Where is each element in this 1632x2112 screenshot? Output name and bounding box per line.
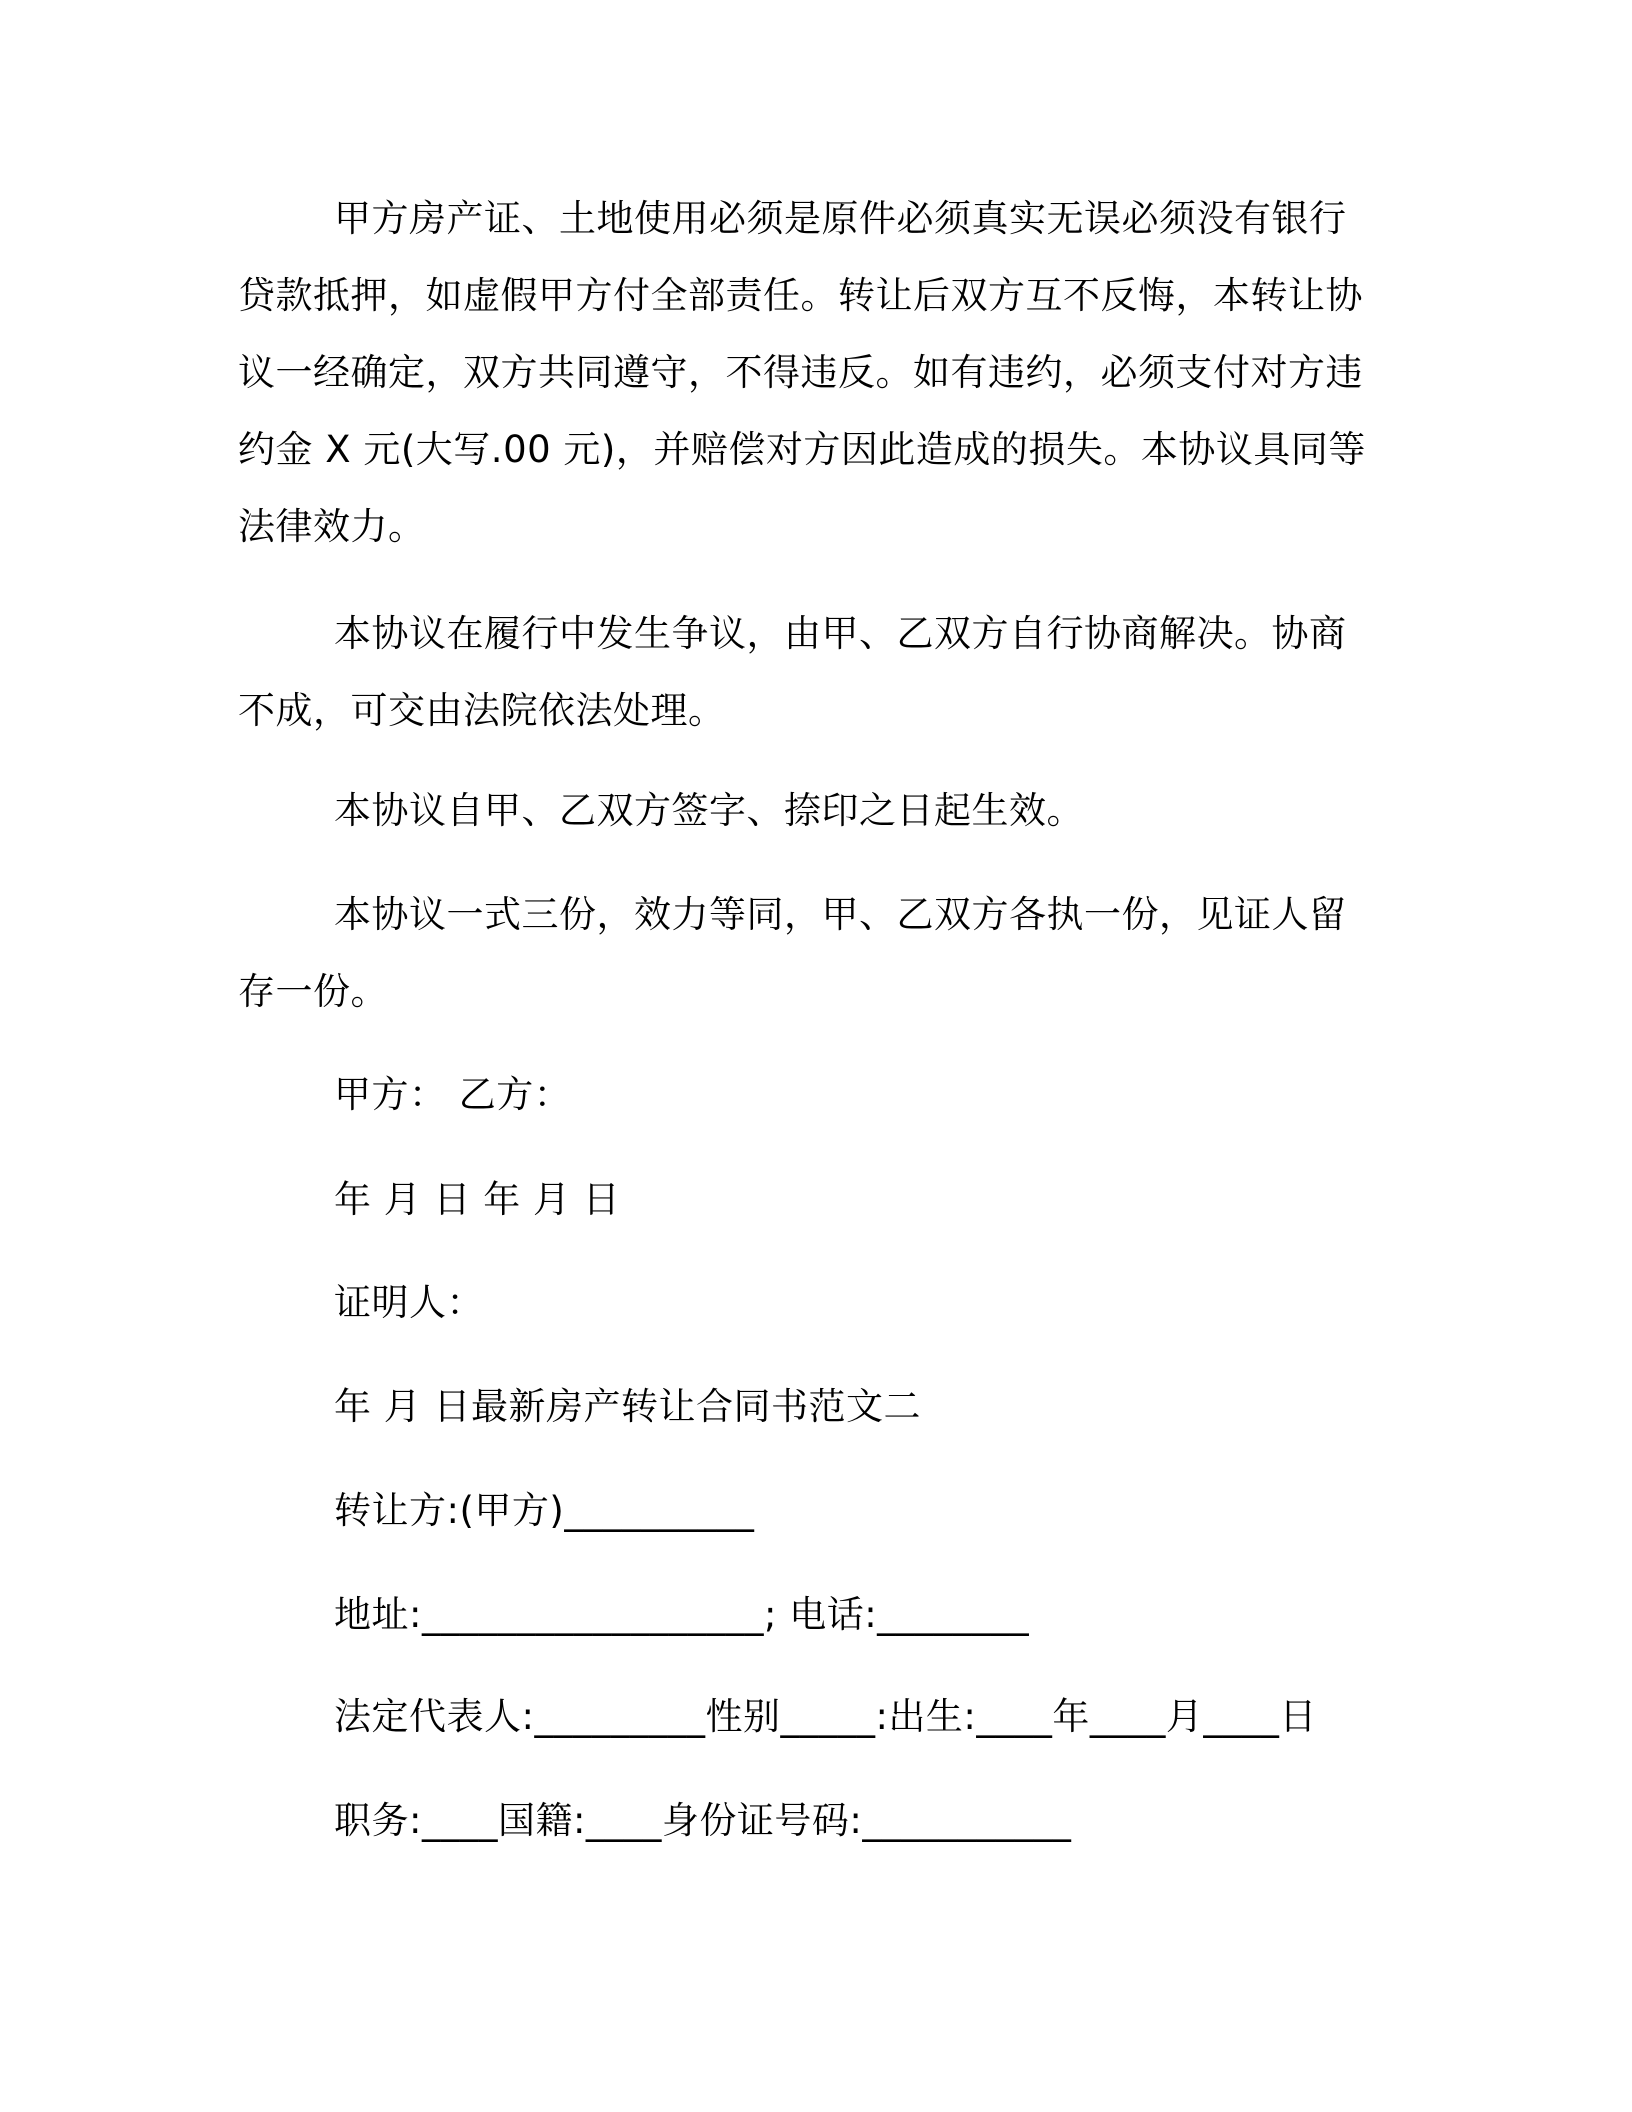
paragraph-title-deed-liability: 甲方房产证、土地使用必须是原件必须真实无误必须没有银行贷款抵押，如虚假甲方付全部责任。转让后双方互不反悔，本转让协议一经确定，双方共同遵守，不得违反。如有违约，必须支付对方违约金 X 元(大写.00 元)，并赔偿对方因此造成的损失。本协议具同等法律效力。 — [238, 197, 1366, 548]
transferor-field: 转让方:(甲方)__________ — [334, 1489, 755, 1532]
paragraph-dispute-resolution: 本协议在履行中发生争议，由甲、乙双方自行协商解决。协商不成，可交由法院依法处理。 — [238, 612, 1347, 732]
paragraph-copies: 本协议一式三份，效力等同，甲、乙双方各执一份，见证人留存一份。 — [238, 893, 1347, 1013]
paragraph-effective-date: 本协议自甲、乙双方签字、捺印之日起生效。 — [334, 789, 1084, 832]
witness-line: 证明人： — [334, 1281, 484, 1324]
date-and-heading-line: 年 月 日最新房产转让合同书范文二 — [334, 1385, 922, 1428]
legal-representative-field: 法定代表人:_________性别_____:出生:____年____月____日 — [334, 1695, 1317, 1738]
position-nationality-id-field: 职务:____国籍:____身份证号码:___________ — [334, 1799, 1072, 1842]
signature-dates-line: 年 月 日 年 月 日 — [334, 1178, 621, 1221]
address-phone-field: 地址:__________________; 电话:________ — [334, 1593, 1030, 1636]
signature-parties-line: 甲方： 乙方： — [334, 1073, 572, 1116]
